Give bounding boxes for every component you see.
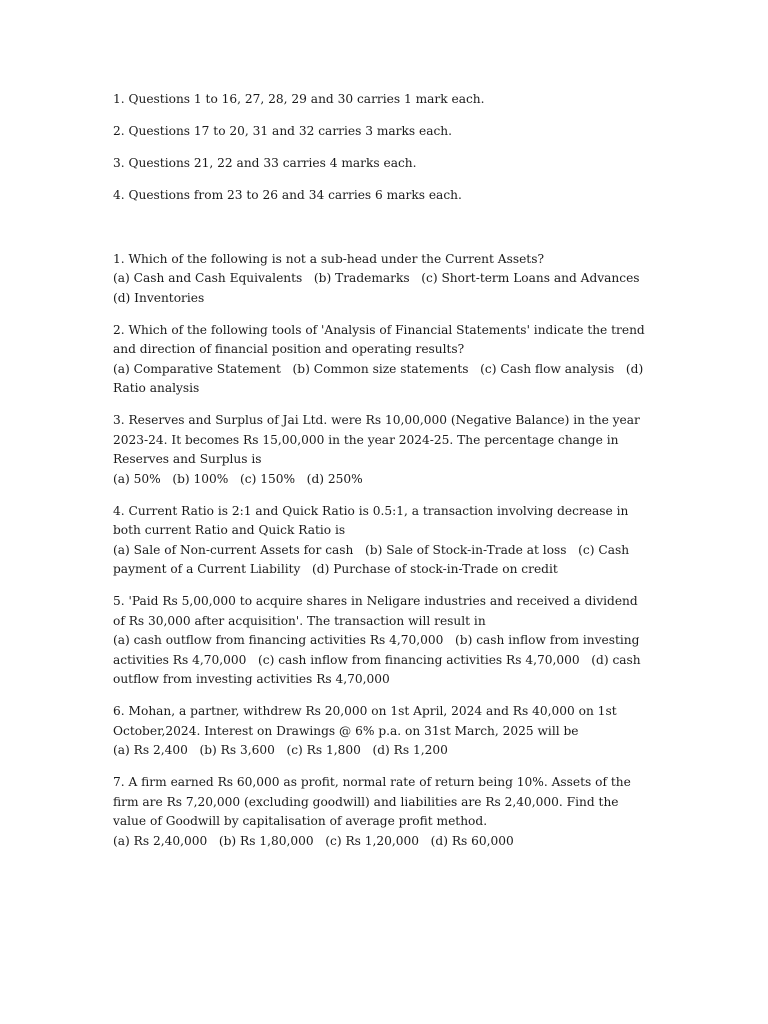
question-6	[113, 702, 653, 761]
question-text: 7. A firm earned Rs 60,000 as profit, normal rate of return being 10%. Assets of the firm are Rs 7,20,000 (excluding goodwill) and liabilities are Rs 2,40,000. Find the value of Goodwill by capitalisation of average profit method.	[113, 775, 631, 828]
question-options: (a) 50% (b) 100% (c) 150% (d) 250%	[113, 471, 363, 486]
question-5	[113, 592, 653, 690]
question-text: 2. Which of the following tools of 'Analysis of Financial Statements' indicate the trend and direction of financial position and operating results?	[113, 322, 645, 356]
question-text: 5. 'Paid Rs 5,00,000 to acquire shares in Neligare industries and received a dividend of Rs 30,000 after acquisition'. The transaction will result in	[113, 594, 638, 628]
instruction-item: 3. Questions 21, 22 and 33 carries 4 marks each.	[113, 156, 417, 170]
question-text: 3. Reserves and Surplus of Jai Ltd. were Rs 10,00,000 (Negative Balance) in the year 2023-24. It becomes Rs 15,00,000 in the year 2024-25. The percentage change in Reserves and Surplus is	[113, 413, 640, 466]
question-3	[113, 411, 653, 489]
question-options: (a) cash outflow from financing activities Rs 4,70,000 (b) cash inflow from investing activities Rs 4,70,000 (c) cash inflow from financing activities Rs 4,70,000 (d) cash outflow from investing activities Rs 4,70,000	[113, 633, 641, 686]
document-page	[113, 90, 653, 864]
question-1	[113, 250, 653, 309]
question-4	[113, 502, 653, 580]
instruction-item: 4. Questions from 23 to 26 and 34 carries 6 marks each.	[113, 188, 462, 202]
instructions-list	[113, 90, 653, 206]
question-options: (a) Cash and Cash Equivalents (b) Trademarks (c) Short-term Loans and Advances (d) Inventories	[113, 271, 648, 305]
instruction-item: 2. Questions 17 to 20, 31 and 32 carries 3 marks each.	[113, 124, 453, 138]
question-text: 4. Current Ratio is 2:1 and Quick Ratio is 0.5:1, a transaction involving decrease in both current Ratio and Quick Ratio is	[113, 503, 629, 537]
question-options: (a) Comparative Statement (b) Common size statements (c) Cash flow analysis (d) Ratio analysis	[113, 361, 644, 395]
instruction-item: 1. Questions 1 to 16, 27, 28, 29 and 30 carries 1 mark each.	[113, 92, 485, 106]
question-7	[113, 773, 653, 851]
question-text: 6. Mohan, a partner, withdrew Rs 20,000 on 1st April, 2024 and Rs 40,000 on 1st October,2024. Interest on Drawings @ 6% p.a. on 31st March, 2025 will be	[113, 704, 617, 738]
question-options: (a) Sale of Non-current Assets for cash (b) Sale of Stock-in-Trade at loss (c) Cash payment of a Current Liability (d) Purchase of stock-in-Trade on credit	[113, 542, 630, 576]
question-text: 1. Which of the following is not a sub-head under the Current Assets?	[113, 251, 544, 266]
questions-list	[113, 250, 653, 852]
question-options: (a) Rs 2,40,000 (b) Rs 1,80,000 (c) Rs 1,20,000 (d) Rs 60,000	[113, 833, 514, 848]
question-2	[113, 321, 653, 399]
question-options: (a) Rs 2,400 (b) Rs 3,600 (c) Rs 1,800 (d) Rs 1,200	[113, 743, 448, 757]
